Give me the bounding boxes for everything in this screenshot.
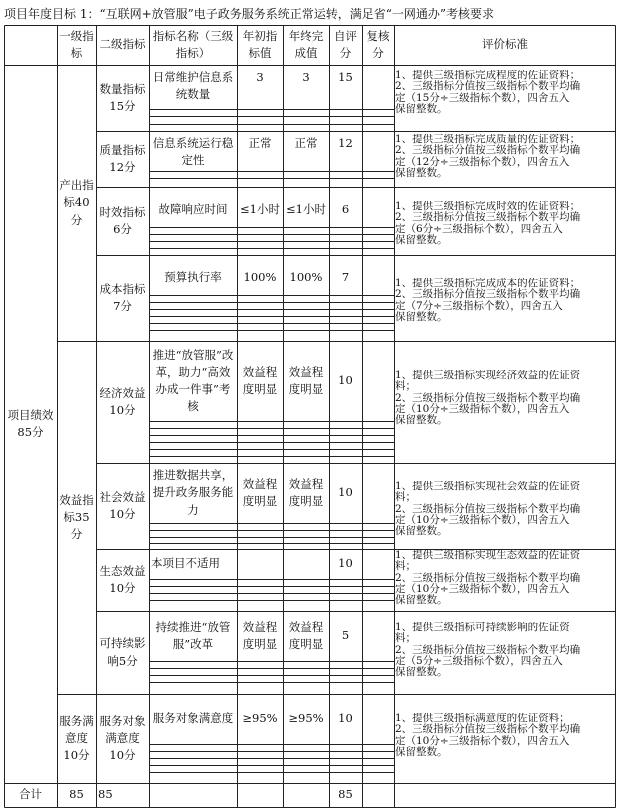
criteria-line: 保留整数。 xyxy=(395,414,448,427)
criteria-line: 保留整数。 xyxy=(395,745,448,758)
criteria-line: 1、提供三级指标实现生态效益的佐证资 xyxy=(395,550,581,561)
total-self-score: 85 xyxy=(338,787,353,802)
criteria-line: 1、提供三级指标完成成本的佐证资料； xyxy=(395,278,581,289)
criteria-text xyxy=(394,134,616,186)
indicator-name: 本项目不适用 xyxy=(151,556,220,571)
criteria-line: 2、三级指标分值按三级指标个数平均确 xyxy=(395,723,581,736)
self-score: 5 xyxy=(341,628,350,643)
level2-service-satisfaction: 服务对象满意度10分 xyxy=(99,713,146,763)
criteria-text xyxy=(394,713,616,769)
header-self-score: 自评分 xyxy=(334,28,357,60)
criteria-line: 1、提供三级指标可持续影响的佐证资 xyxy=(395,622,570,633)
self-score: 10 xyxy=(338,485,353,500)
criteria-line: 2、三级指标分值按三级指标个数平均确 xyxy=(395,144,581,157)
initial-value: ≤1小时 xyxy=(240,202,280,216)
self-score: 10 xyxy=(338,373,353,388)
self-score: 10 xyxy=(338,556,353,571)
initial-value: 效益程度明显 xyxy=(242,619,278,651)
criteria-line: 定（12分÷三级指标个数），四舍五入 xyxy=(395,155,570,168)
criteria-line: 1、提供三级指标实现社会效益的佐证资 xyxy=(395,481,581,492)
criteria-text xyxy=(394,550,616,610)
level2-cost: 成本指标7分 xyxy=(99,281,146,313)
initial-value: 正常 xyxy=(248,136,272,150)
criteria-line: 定（10分÷三级指标个数），四舍五入 xyxy=(395,734,570,747)
criteria-line: 保留整数。 xyxy=(395,310,448,323)
criteria-line: 1、提供三级指标满意度的佐证资料； xyxy=(395,713,570,724)
criteria-text xyxy=(394,370,616,436)
initial-value: ≥95% xyxy=(242,711,278,726)
criteria-line: 1、提供三级指标实现经济效益的佐证资 xyxy=(395,370,581,381)
criteria-line: 保留整数。 xyxy=(395,233,448,246)
level2-quality: 质量指标12分 xyxy=(99,142,146,174)
header-final-value: 年终完成值 xyxy=(288,28,324,60)
final-value: ≥95% xyxy=(288,711,324,726)
criteria-text xyxy=(394,201,616,253)
level2-social-benefit: 社会效益10分 xyxy=(99,489,146,521)
criteria-line: 保留整数。 xyxy=(395,102,448,115)
effect-indicator-group: 效益指标35分 xyxy=(59,492,94,542)
criteria-line: 定（10分÷三级指标个数），四舍五入 xyxy=(395,402,570,415)
criteria-line: 保留整数。 xyxy=(395,525,448,538)
criteria-line: 1、提供三级指标完成质量的佐证资料； xyxy=(395,134,581,145)
criteria-line: 2、三级指标分值按三级指标个数平均确 xyxy=(395,211,581,224)
indicator-name: 推进“放管服”改革，助力“高效办成一件事”考核 xyxy=(152,347,234,414)
criteria-line: 定（7分÷三级指标个数），四舍五入 xyxy=(395,299,563,312)
header-review-score: 复核分 xyxy=(366,28,390,60)
initial-value: 3 xyxy=(256,70,264,84)
criteria-text xyxy=(394,622,616,688)
level2-sustainable-impact: 可持续影响5分 xyxy=(99,636,146,668)
level2-economic-benefit: 经济效益10分 xyxy=(99,385,146,417)
final-value: 3 xyxy=(302,70,310,84)
total-level1: 85 xyxy=(69,787,84,802)
header-level2: 二级指标 xyxy=(99,37,146,52)
project-performance-label: 项目绩效85分 xyxy=(7,407,54,439)
criteria-text xyxy=(394,481,616,547)
header-initial-value: 年初指标值 xyxy=(242,28,278,60)
self-score: 10 xyxy=(338,711,353,726)
criteria-line: 2、三级指标分值按三级指标个数平均确 xyxy=(395,80,581,93)
criteria-line: 2、三级指标分值按三级指标个数平均确 xyxy=(395,643,581,656)
criteria-line: 定（10分÷三级指标个数），四舍五入 xyxy=(395,513,570,526)
final-value: 正常 xyxy=(294,136,318,150)
output-indicator-group: 产出指标40分 xyxy=(59,178,94,227)
criteria-text xyxy=(394,70,616,128)
indicator-name: 信息系统运行稳定性 xyxy=(152,136,234,168)
criteria-line: 料； xyxy=(395,491,416,504)
criteria-line: 2、三级指标分值按三级指标个数平均确 xyxy=(395,288,581,301)
total-label: 合计 xyxy=(19,787,42,802)
criteria-line: 定（5分÷三级指标个数），四舍五入 xyxy=(395,654,563,667)
self-score: 6 xyxy=(341,202,350,216)
self-score: 7 xyxy=(341,270,350,284)
criteria-line: 1、提供三级指标完成时效的佐证资料； xyxy=(395,201,581,212)
level2-quantity: 数量指标15分 xyxy=(99,81,146,113)
criteria-line: 保留整数。 xyxy=(395,166,448,179)
criteria-line: 2、三级指标分值按三级指标个数平均确 xyxy=(395,571,581,584)
indicator-name: 故障响应时间 xyxy=(158,202,228,216)
criteria-line: 定（15分÷三级指标个数），四舍五入 xyxy=(395,91,570,104)
self-score: 12 xyxy=(338,136,353,150)
criteria-line: 保留整数。 xyxy=(395,666,448,679)
initial-value: 100% xyxy=(243,270,277,284)
header-level1: 一级指标 xyxy=(59,28,94,60)
final-value: 效益程度明显 xyxy=(288,476,324,508)
criteria-line: 定（6分÷三级指标个数），四舍五入 xyxy=(395,222,563,235)
criteria-line: 2、三级指标分值按三级指标个数平均确 xyxy=(395,502,581,515)
criteria-line: 1、提供三级指标完成程度的佐证资料； xyxy=(395,70,581,81)
indicator-name: 日常维护信息系统数量 xyxy=(152,70,234,102)
level2-timeliness: 时效指标6分 xyxy=(99,204,146,236)
total-level2: 85 xyxy=(98,787,113,802)
final-value: ≤1小时 xyxy=(286,202,326,216)
criteria-line: 料； xyxy=(395,560,416,573)
initial-value: 效益程度明显 xyxy=(242,364,278,396)
criteria-line: 2、三级指标分值按三级指标个数平均确 xyxy=(395,391,581,404)
final-value: 效益程度明显 xyxy=(288,619,324,651)
table-title: 项目年度目标 1：“互联网+放管服”电子政务服务系统正常运转，满足省“一网通办”考核要求 xyxy=(4,6,495,21)
satisfaction-indicator-group: 服务满意度10分 xyxy=(59,713,94,763)
criteria-line: 料； xyxy=(395,380,416,393)
indicator-name: 推进数据共享，提升政务服务能力 xyxy=(152,468,234,517)
criteria-line: 保留整数。 xyxy=(395,594,448,607)
level2-ecological-benefit: 生态效益10分 xyxy=(99,563,146,595)
self-score: 15 xyxy=(338,70,353,84)
indicator-name: 预算执行率 xyxy=(164,270,222,284)
initial-value: 效益程度明显 xyxy=(242,476,278,508)
final-value: 100% xyxy=(289,270,323,284)
header-criteria: 评价标准 xyxy=(482,37,528,52)
indicator-name: 持续推进“放管服”改革 xyxy=(155,619,231,651)
final-value: 效益程度明显 xyxy=(288,364,324,396)
indicator-name: 服务对象满意度 xyxy=(152,711,234,726)
criteria-text xyxy=(394,278,616,330)
header-indicator-name: 指标名称（三级指标） xyxy=(152,28,234,60)
criteria-line: 定（10分÷三级指标个数），四舍五入 xyxy=(395,582,570,595)
criteria-line: 料； xyxy=(395,632,416,645)
